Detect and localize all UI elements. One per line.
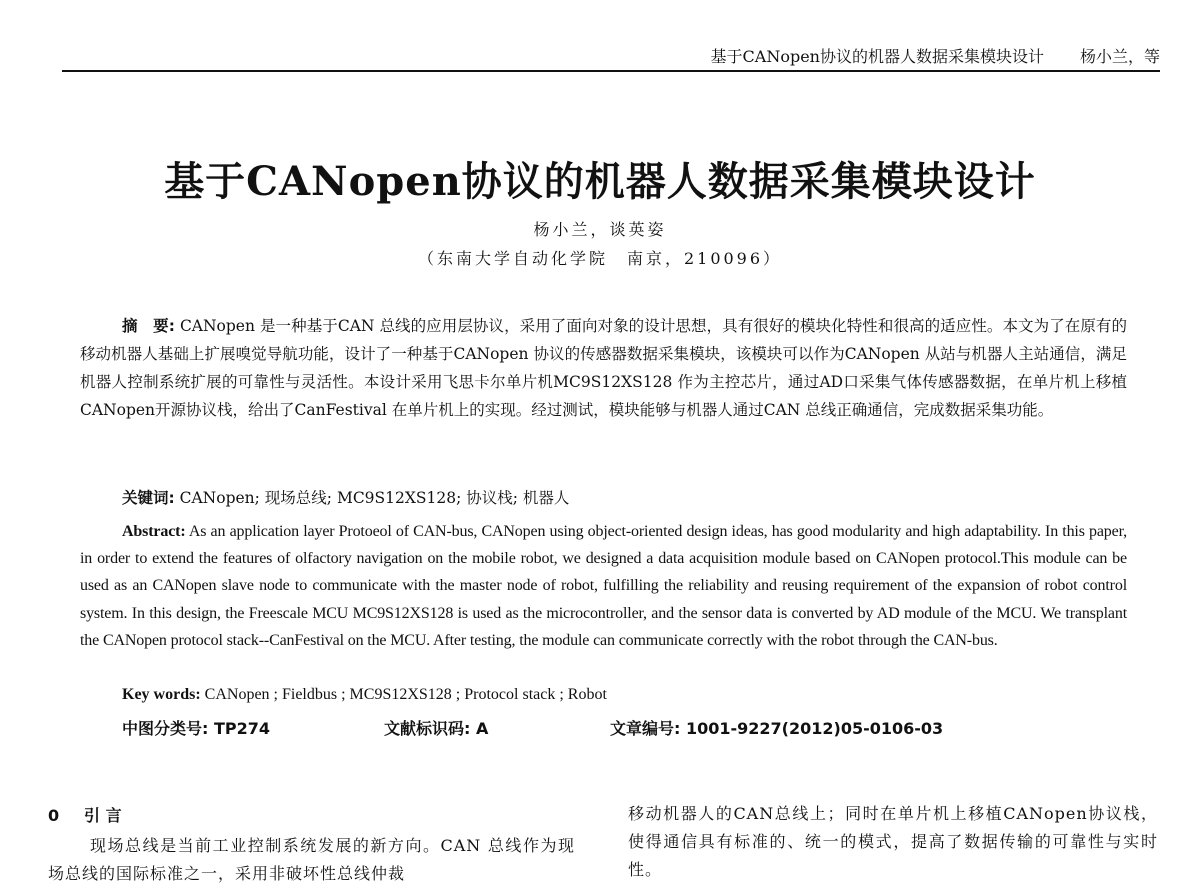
section-title: 引 言: [84, 806, 122, 825]
chinese-keywords: [122, 486, 569, 508]
document-code: 文献标识码: A: [384, 719, 489, 738]
paper-title: 基于CANopen协议的机器人数据采集模块设计: [164, 158, 1036, 205]
english-keywords-label: Key words:: [122, 686, 201, 703]
english-abstract: [80, 518, 1127, 654]
right-column-paragraph: 移动机器人的CAN总线上；同时在单片机上移植CANopen协议栈，使得通信具有标准的、统一的模式，提高了数据传输的可靠性与实时性。: [628, 804, 1158, 879]
chinese-abstract-label: 摘 要:: [122, 317, 175, 335]
running-header-authors: 杨小兰，等: [1079, 47, 1160, 66]
running-header: [711, 44, 1160, 67]
intro-paragraph: 现场总线是当前工业控制系统发展的新方向。CAN 总线作为现场总线的国际标准之一，采用非破坏性总线仲裁: [48, 836, 575, 883]
english-keywords-text: CANopen ; Fieldbus ; MC9S12XS128 ; Protocol stack ; Robot: [200, 686, 607, 703]
english-abstract-text: As an application layer Protoeol of CAN-bus, CANopen using object-oriented design ideas, has good modularity and high adaptability. In this paper, in order to extend the features of olfactory navigation on the mobile robot, we designed a data acquisition module based on CANopen protocol.This module can be used as an CANopen slave node to communicate with the master node of robot, fulfilling the reliability and reusing requirement of the expansion of robot control system. In this design, the Freescale MCU MC9S12XS128 is used as the microcontroller, and the sensor data is converted by AD module of the MCU. We transplant the CANopen protocol stack--CanFestival on the MCU. After testing, the module can communicate correctly with the robot through the CAN-bus.: [80, 523, 1127, 649]
right-column: [628, 804, 1158, 884]
chinese-abstract: [80, 312, 1127, 424]
english-keywords: [122, 686, 607, 704]
chinese-keywords-label: 关键词:: [122, 489, 175, 507]
clc-number: 中图分类号: TP274: [122, 719, 271, 738]
running-header-title: 基于CANopen协议的机器人数据采集模块设计: [710, 47, 1044, 66]
chinese-abstract-text: CANopen 是一种基于CAN 总线的应用层协议，采用了面向对象的设计思想，具有很好的模块化特性和很高的适应性。本文为了在原有的移动机器人基础上扩展嗅觉导航功能，设计了一种基于CANopen 协议的传感器数据采集模块，该模块可以作为CANopen 从站与机器人主站通信，满足机器人控制系统扩展的可靠性与灵活性。本设计采用飞思卡尔单片机MC9S12XS128 作为主控芯片，通过AD口采集气体传感器数据，在单片机上移植CANopen开源协议栈，给出了CanFestival 在单片机上的实现。经过测试，模块能够与机器人通过CAN 总线正确通信，完成数据采集功能。: [80, 317, 1127, 419]
english-abstract-label: Abstract:: [122, 523, 186, 540]
header-rule: [62, 70, 1160, 72]
paper-authors: 杨小兰，谈英姿: [533, 220, 667, 239]
section-number: 0: [48, 806, 60, 825]
section-heading: [48, 804, 575, 832]
left-column: [48, 804, 575, 888]
article-number: 文章编号: 1001-9227(2012)05-0106-03: [610, 719, 944, 738]
paper-affiliation: （东南大学自动化学院 南京，210096）: [417, 249, 783, 268]
chinese-keywords-text: CANopen; 现场总线; MC9S12XS128; 协议栈; 机器人: [174, 489, 570, 507]
